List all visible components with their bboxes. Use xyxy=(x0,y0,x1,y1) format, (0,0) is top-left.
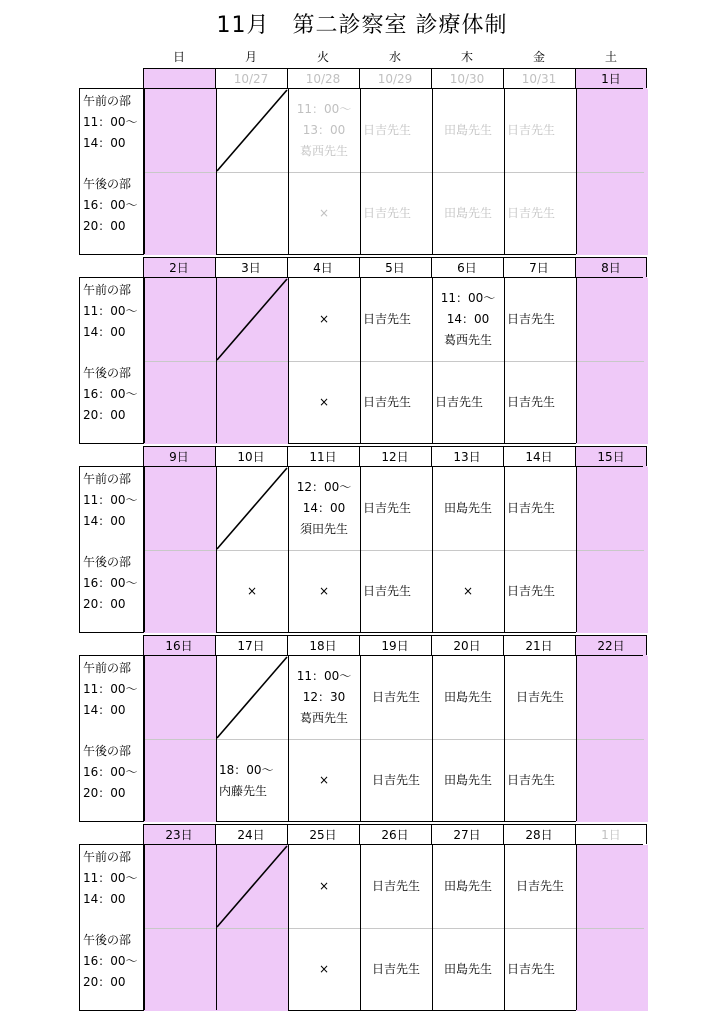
closed-slash-icon xyxy=(216,656,288,739)
morning-cell-tue: × xyxy=(318,879,330,893)
date-divider xyxy=(143,825,144,844)
date-row xyxy=(143,257,647,277)
date-cell-wed: 19日 xyxy=(381,639,409,653)
column-divider xyxy=(360,278,361,443)
column-divider xyxy=(432,467,433,632)
morning-cell-fri: 日吉先生 xyxy=(515,690,564,704)
morning-cell-fri: 日吉先生 xyxy=(507,501,556,515)
date-divider xyxy=(431,636,432,655)
morning-session-label: 午前の部 11：00～ 14：00 xyxy=(83,661,138,717)
morning-cell-sat xyxy=(576,278,648,361)
afternoon-cell-wed: 日吉先生 xyxy=(363,395,412,409)
session-divider xyxy=(144,739,644,740)
afternoon-cell-sat xyxy=(576,361,648,444)
afternoon-cell-tue: × xyxy=(318,395,330,409)
afternoon-cell-sat xyxy=(576,739,648,822)
afternoon-session-label: 午後の部 16：00～ 20：00 xyxy=(83,555,138,611)
date-divider xyxy=(503,636,504,655)
column-divider xyxy=(216,845,217,1010)
afternoon-cell-wed: 日吉先生 xyxy=(363,206,412,220)
afternoon-cell-tue: × xyxy=(318,773,330,787)
date-cell-tue: 18日 xyxy=(309,639,337,653)
morning-session-label: 午前の部 11：00～ 14：00 xyxy=(83,94,138,150)
column-divider xyxy=(504,89,505,254)
morning-cell-sat xyxy=(576,845,648,928)
week-block xyxy=(79,655,643,822)
afternoon-cell-sun xyxy=(144,928,216,1011)
date-divider xyxy=(503,258,504,277)
closed-slash-icon xyxy=(216,89,288,172)
date-cell-thu: 13日 xyxy=(453,450,481,464)
column-divider xyxy=(360,89,361,254)
weekday-sat: 土 xyxy=(604,50,617,64)
morning-cell-thu: 田島先生 xyxy=(443,879,492,893)
date-divider xyxy=(646,447,647,466)
column-divider xyxy=(216,278,217,443)
afternoon-cell-thu: × xyxy=(462,584,474,598)
morning-session-label: 午前の部 11：00～ 14：00 xyxy=(83,283,138,339)
date-divider xyxy=(287,258,288,277)
closed-slash-icon xyxy=(216,845,288,928)
date-divider xyxy=(287,69,288,88)
morning-cell-sun xyxy=(144,656,216,739)
column-divider xyxy=(143,467,145,632)
closed-slash-icon xyxy=(216,467,288,550)
column-divider xyxy=(288,845,289,1010)
afternoon-cell-mon: 18：00～ 内藤先生 xyxy=(219,762,274,798)
date-divider xyxy=(431,258,432,277)
column-divider xyxy=(432,845,433,1010)
morning-cell-wed: 日吉先生 xyxy=(371,879,420,893)
date-cell-mon: 10/27 xyxy=(233,72,269,86)
date-cell-wed: 10/29 xyxy=(377,72,413,86)
afternoon-cell-fri: 日吉先生 xyxy=(507,962,556,976)
column-divider xyxy=(504,845,505,1010)
date-cell-tue: 4日 xyxy=(313,261,333,275)
afternoon-cell-mon: × xyxy=(246,584,258,598)
column-divider xyxy=(360,656,361,821)
date-divider xyxy=(431,69,432,88)
column-divider xyxy=(576,656,577,821)
date-divider xyxy=(359,258,360,277)
morning-session-label: 午前の部 11：00～ 14：00 xyxy=(83,850,138,906)
afternoon-cell-fri: 日吉先生 xyxy=(507,773,556,787)
afternoon-session-label: 午後の部 16：00～ 20：00 xyxy=(83,744,138,800)
date-divider xyxy=(575,258,576,277)
morning-session-label: 午前の部 11：00～ 14：00 xyxy=(83,472,138,528)
date-divider xyxy=(575,447,576,466)
afternoon-session-label: 午後の部 16：00～ 20：00 xyxy=(83,177,138,233)
date-divider xyxy=(287,447,288,466)
morning-cell-sun xyxy=(144,89,216,172)
date-divider xyxy=(431,447,432,466)
closed-slash-icon xyxy=(216,278,288,361)
date-divider xyxy=(143,258,144,277)
weekday-mon: 月 xyxy=(244,50,257,64)
morning-cell-fri: 日吉先生 xyxy=(507,123,556,137)
column-divider xyxy=(216,467,217,632)
column-divider xyxy=(360,845,361,1010)
morning-cell-sun xyxy=(144,278,216,361)
column-divider xyxy=(288,467,289,632)
afternoon-cell-thu: 日吉先生 xyxy=(435,395,484,409)
morning-cell-fri: 日吉先生 xyxy=(515,879,564,893)
column-divider xyxy=(360,467,361,632)
date-divider xyxy=(503,825,504,844)
date-divider xyxy=(143,636,144,655)
afternoon-cell-thu: 田島先生 xyxy=(443,206,492,220)
afternoon-cell-sat xyxy=(576,550,648,633)
date-row xyxy=(143,635,647,655)
column-divider xyxy=(432,278,433,443)
morning-cell-thu: 田島先生 xyxy=(443,501,492,515)
morning-cell-sat xyxy=(576,467,648,550)
morning-cell-wed: 日吉先生 xyxy=(363,123,412,137)
afternoon-cell-fri: 日吉先生 xyxy=(507,395,556,409)
date-cell-fri: 7日 xyxy=(529,261,549,275)
column-divider xyxy=(288,89,289,254)
column-divider xyxy=(288,278,289,443)
week-block xyxy=(79,466,643,633)
session-divider xyxy=(144,172,644,173)
date-divider xyxy=(359,69,360,88)
afternoon-cell-wed: 日吉先生 xyxy=(363,584,412,598)
date-cell-mon: 17日 xyxy=(237,639,265,653)
column-divider xyxy=(216,656,217,821)
date-cell-sat: 15日 xyxy=(575,447,647,467)
afternoon-cell-sat xyxy=(576,928,648,1011)
date-cell-wed: 12日 xyxy=(381,450,409,464)
week-block xyxy=(79,277,643,444)
morning-cell-tue: 11：00～ 13：00 葛西先生 xyxy=(296,102,352,158)
afternoon-session-label: 午後の部 16：00～ 20：00 xyxy=(83,366,138,422)
week-block xyxy=(79,844,643,1011)
morning-cell-sun xyxy=(144,845,216,928)
date-divider xyxy=(575,825,576,844)
morning-cell-sun xyxy=(144,467,216,550)
column-divider xyxy=(576,278,577,443)
date-cell-mon: 10日 xyxy=(237,450,265,464)
afternoon-cell-sat xyxy=(576,172,648,255)
morning-cell-tue: 12：00～ 14：00 須田先生 xyxy=(296,480,352,536)
afternoon-cell-sun xyxy=(144,550,216,633)
date-cell-sat: 8日 xyxy=(575,258,647,278)
session-divider xyxy=(144,361,644,362)
date-divider xyxy=(215,636,216,655)
column-divider xyxy=(576,845,577,1010)
afternoon-cell-sun xyxy=(144,739,216,822)
morning-cell-wed: 日吉先生 xyxy=(363,501,412,515)
morning-cell-tue: 11：00～ 12：30 葛西先生 xyxy=(296,669,352,725)
afternoon-cell-fri: 日吉先生 xyxy=(507,206,556,220)
column-divider xyxy=(432,89,433,254)
date-cell-sat: 1日 xyxy=(575,69,647,89)
column-divider xyxy=(504,278,505,443)
column-divider xyxy=(288,656,289,821)
week-block xyxy=(79,88,643,255)
date-divider xyxy=(215,69,216,88)
afternoon-cell-mon xyxy=(216,361,288,444)
date-cell-thu: 27日 xyxy=(453,828,481,842)
date-row xyxy=(143,68,647,88)
column-divider xyxy=(432,656,433,821)
column-divider xyxy=(143,845,145,1010)
afternoon-cell-fri: 日吉先生 xyxy=(507,584,556,598)
page-title: 11月 第二診察室 診療体制 xyxy=(216,13,508,38)
column-divider xyxy=(143,278,145,443)
morning-cell-wed: 日吉先生 xyxy=(371,690,420,704)
weekday-sun: 日 xyxy=(172,50,185,64)
date-cell-fri: 14日 xyxy=(525,450,553,464)
afternoon-session-label: 午後の部 16：00～ 20：00 xyxy=(83,933,138,989)
column-divider xyxy=(143,656,145,821)
weekday-tue: 火 xyxy=(316,50,329,64)
weekday-wed: 水 xyxy=(388,50,401,64)
date-cell-sun: 23日 xyxy=(143,825,215,845)
date-divider xyxy=(359,825,360,844)
morning-cell-thu: 11：00～ 14：00 葛西先生 xyxy=(440,291,496,347)
date-cell-thu: 20日 xyxy=(453,639,481,653)
column-divider xyxy=(143,89,145,254)
date-divider xyxy=(575,69,576,88)
morning-cell-wed: 日吉先生 xyxy=(363,312,412,326)
session-divider xyxy=(144,928,644,929)
column-divider xyxy=(504,656,505,821)
date-cell-tue: 25日 xyxy=(309,828,337,842)
afternoon-cell-mon xyxy=(216,928,288,1011)
date-divider xyxy=(359,447,360,466)
column-divider xyxy=(216,89,217,254)
date-divider xyxy=(215,825,216,844)
afternoon-cell-tue: × xyxy=(318,206,330,220)
date-divider xyxy=(215,258,216,277)
afternoon-cell-sun xyxy=(144,172,216,255)
column-divider xyxy=(576,467,577,632)
date-cell-thu: 6日 xyxy=(457,261,477,275)
date-row xyxy=(143,446,647,466)
date-divider xyxy=(431,825,432,844)
date-row xyxy=(143,824,647,844)
date-divider xyxy=(646,69,647,88)
morning-cell-tue: × xyxy=(318,312,330,326)
weekday-thu: 木 xyxy=(460,50,473,64)
morning-cell-sat xyxy=(576,656,648,739)
date-divider xyxy=(646,825,647,844)
date-cell-tue: 10/28 xyxy=(305,72,341,86)
date-cell-sun: 2日 xyxy=(143,258,215,278)
date-cell-mon: 3日 xyxy=(241,261,261,275)
date-divider xyxy=(575,636,576,655)
date-cell-mon: 24日 xyxy=(237,828,265,842)
afternoon-cell-tue: × xyxy=(318,584,330,598)
date-cell-sun: 16日 xyxy=(143,636,215,656)
date-cell-sun: 9日 xyxy=(143,447,215,467)
date-cell-thu: 10/30 xyxy=(449,72,485,86)
column-divider xyxy=(504,467,505,632)
date-cell-sat: 22日 xyxy=(575,636,647,656)
afternoon-cell-wed: 日吉先生 xyxy=(371,962,420,976)
morning-cell-thu: 田島先生 xyxy=(443,690,492,704)
date-cell-fri: 10/31 xyxy=(521,72,557,86)
date-cell-fri: 28日 xyxy=(525,828,553,842)
date-cell-tue: 11日 xyxy=(309,450,337,464)
weekday-fri: 金 xyxy=(532,50,545,64)
column-divider xyxy=(576,89,577,254)
date-divider xyxy=(646,258,647,277)
date-divider xyxy=(215,447,216,466)
date-cell-sun xyxy=(143,69,215,89)
morning-cell-fri: 日吉先生 xyxy=(507,312,556,326)
session-divider xyxy=(144,550,644,551)
date-divider xyxy=(503,447,504,466)
morning-cell-sat xyxy=(576,89,648,172)
date-cell-sat: 1日 xyxy=(601,828,621,842)
date-cell-wed: 26日 xyxy=(381,828,409,842)
date-divider xyxy=(646,636,647,655)
afternoon-cell-thu: 田島先生 xyxy=(443,773,492,787)
date-divider xyxy=(287,825,288,844)
afternoon-cell-sun xyxy=(144,361,216,444)
date-cell-fri: 21日 xyxy=(525,639,553,653)
date-cell-wed: 5日 xyxy=(385,261,405,275)
afternoon-cell-thu: 田島先生 xyxy=(443,962,492,976)
afternoon-cell-tue: × xyxy=(318,962,330,976)
date-divider xyxy=(143,447,144,466)
afternoon-cell-wed: 日吉先生 xyxy=(371,773,420,787)
date-divider xyxy=(359,636,360,655)
date-divider xyxy=(503,69,504,88)
date-divider xyxy=(143,69,144,88)
morning-cell-thu: 田島先生 xyxy=(443,123,492,137)
date-divider xyxy=(287,636,288,655)
afternoon-cell-mon xyxy=(216,172,288,255)
